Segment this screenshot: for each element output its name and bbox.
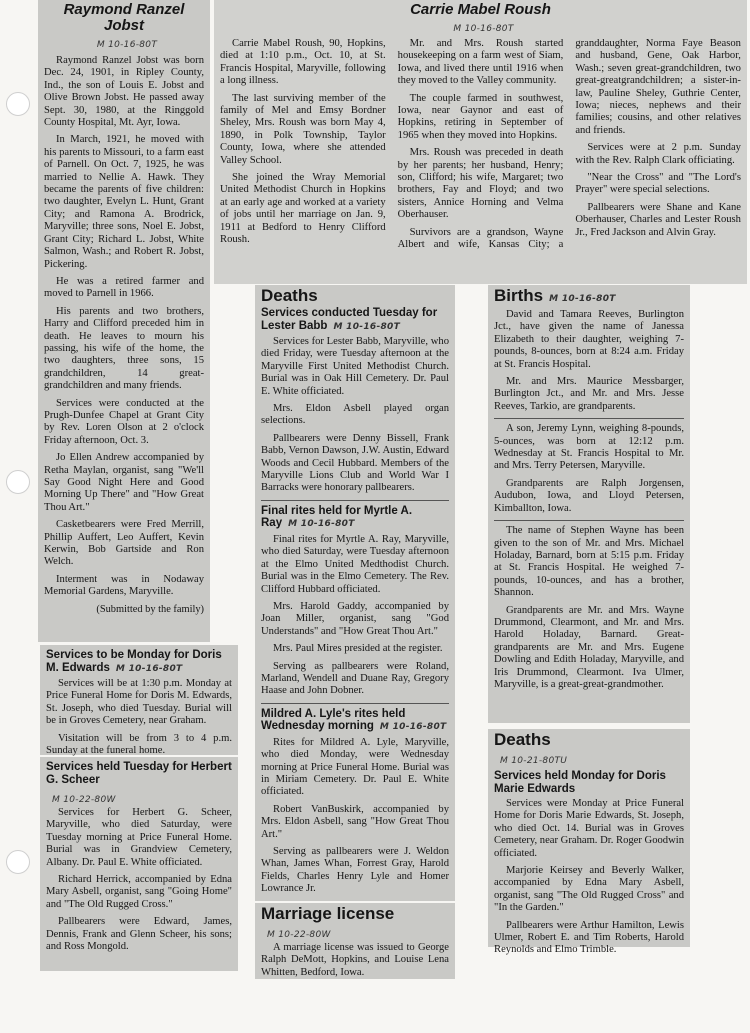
births-paragraph: The name of Stephen Wayne has been given to the son of Mr. and Mrs. Michael Holaday, Barnard, born at 5:15 p.m. Friday at St. Francis Hospital. He weighed 7-pounds, 10-ounces, and has a brother, Shannon.: [494, 525, 684, 599]
deaths2-paragraph: Pallbearers were Arthur Hamilton, Lewis Ulmer, Robert E. and Tim Roberts, Harold Reynolds and Elmo Trimble.: [494, 919, 684, 956]
roush-paragraph: Mr. and Mrs. Roush started housekeeping on a farm west of Siam, Iowa, and lived there until 1916 when they moved to the Valley community.: [397, 38, 564, 87]
jobst-paragraph: Interment was in Nodaway Memorial Gardens, Maryville.: [44, 573, 204, 598]
binder-hole: [6, 470, 30, 494]
jobst-paragraph: His parents and two brothers, Harry and Clifford preceded him in death. He leaves to mourn his passing, his wife of the home, the two daughters, three sons, 15 grandchildren, 14 great-grandchildren and many friends.: [44, 305, 204, 392]
jobst-paragraph: Services were conducted at the Prugh-Dunfee Chapel at Grant City by Rev. Loren Olson at 2 o'clock Friday afternoon, Oct. 3.: [44, 397, 204, 446]
edwards-monday-paragraph: Services will be at 1:30 p.m. Monday at Price Funeral Home for Doris M. Edwards, St. Joseph, who died Tuesday. Burial will be in Groves Cemetery, near Graham.: [46, 678, 232, 727]
babb-date-note: M 10-16-80T: [333, 321, 401, 332]
divider: [261, 703, 449, 704]
lyle-paragraph: Serving as pallbearers were J. Weldon Whan, James Whan, Forrest Gray, Harold Fields, Charles Henry Lyle and Homer Lowrance Jr.: [261, 846, 449, 895]
binder-hole: [6, 92, 30, 116]
babb-paragraph: Services for Lester Babb, Maryville, who died Friday, were Tuesday afternoon at the Maryville First United Methodist Church. Burial was in Oak Hill Cemetery. Dr. Paul E. White officiated.: [261, 336, 449, 397]
marriage-paragraph: A marriage license was issued to George Ralph DeMott, Hopkins, and Louise Lena Whitten, Bedford, Iowa.: [261, 942, 449, 978]
jobst-date-note: M 10-16-80T: [96, 40, 158, 50]
roush-paragraph: Survivors are a grandson, Wayne Albert and wife, Kansas City; a granddaughter, Norma Faye Beason and husband, Gene, Oak Harbor, Wash.; seven great-grandchildren, two great-greatgrandchildren; a sister-in-law, Pauline Sheley, Guthrie Center, Iowa; nieces, nephews and their families; cousins, and other relatives and friends.: [397, 38, 741, 251]
roush-date-note: M 10-16-80T: [453, 24, 514, 34]
roush-paragraph: "Near the Cross" and "The Lord's Prayer" were special selections.: [575, 172, 741, 196]
divider: [261, 500, 449, 501]
births-paragraph: David and Tamara Reeves, Burlington Jct., have given the name of Janessa Elizabeth to their daughter, weighing 7-pounds, 8-ounces, born at 8:24 a.m. Friday at St. Francis Hospital.: [494, 309, 684, 370]
deaths-column: [255, 285, 455, 901]
jobst-obituary: [38, 0, 210, 642]
births-date-note: M 10-16-80T: [549, 294, 616, 304]
babb-paragraph: Mrs. Eldon Asbell played organ selections.: [261, 403, 449, 427]
jobst-paragraph: Casketbearers were Fred Merrill, Phillip Auffert, Leo Auffert, Kevin Kerwin, Bob Gartside and Ron Welch.: [44, 519, 204, 568]
births-paragraph: Grandparents are Mr. and Mrs. Wayne Drummond, Clearmont, and Mr. and Mrs. Harold Holaday, Barnard. Great-grandparents are Mr. and Mrs. Eugene Dowling and Edith Holaday, Maryville, and Iris Drummond, Clearmont. Iva Ulmer, Maryville, is a great-great-grandmother.: [494, 604, 684, 690]
lyle-paragraph: Rites for Mildred A. Lyle, Maryville, who died Monday, were Wednesday morning at Price Funeral Home. Burial was in Miriam Cemetery. Dr. Paul E. White officiated.: [261, 736, 449, 798]
ray-paragraph: Serving as pallbearers were Roland, Marland, Wendell and Duane Ray, Gregory Haase and John Dobner.: [261, 660, 449, 697]
roush-title: Carrie Mabel Roush: [410, 1, 551, 18]
roush-paragraph: The last surviving member of the family of Mel and Emsy Bordner Sheley, Mrs. Roush was born May 4, 1890, in Polk Township, Taylor County, Iowa, where she attended Valley School.: [220, 92, 386, 166]
roush-paragraph: Mrs. Roush was preceded in death by her parents; her husband, Henry; son, Clifford; his wife, Margaret; two brothers, Fay and Floyd; and two sisters, Annice Horning and Velma Oberhauser.: [397, 147, 564, 221]
lyle-paragraph: Robert VanBuskirk, accompanied by Mrs. Eldon Asbell, sang "How Great Thou Art.": [261, 803, 449, 840]
scheer-paragraph: Richard Herrick, accompanied by Edna Mary Asbell, organist, sang "Going Home" and "The Old Rugged Cross.": [46, 874, 232, 910]
lyle-headline: Mildred A. Lyle's rites held Wednesday morning M 10-16-80T: [261, 707, 447, 733]
roush-columns: [220, 38, 741, 282]
deaths2-headline: Services held Monday for Doris Marie Edwards: [494, 770, 666, 795]
jobst-paragraph: He was a retired farmer and moved to Parnell in 1966.: [44, 275, 204, 300]
deaths-edwards-column: [488, 729, 690, 956]
scheer-paragraph: Pallbearers were Edward, James, Dennis, Frank and Glenn Scheer, his sons; and Ross Mongold.: [46, 916, 232, 953]
births-header: Births M 10-16-80T: [494, 286, 616, 305]
ray-date-note: M 10-16-80T: [288, 519, 355, 530]
births-column: [488, 285, 690, 723]
jobst-paragraph: Raymond Ranzel Jobst was born Dec. 24, 1901, in Ripley County, Ind., the son of Louis E. Jobst and Olive Brown Jobst. He passed away Sept. 30, 1980, at the Ringgold County Hospital, Mt. Ayr, Iowa.: [44, 55, 204, 129]
births-paragraph: A son, Jeremy Lynn, weighing 8-pounds, 5-ounces, was born at 12:12 p.m. Wednesday at St. Francis Hospital to Mr. and Mrs. Terry Petersen, Maryville.: [494, 423, 684, 472]
edwards-monday-headline: Services to be Monday for Doris M. Edwards M 10-16-80T: [46, 649, 222, 674]
roush-paragraph: The couple farmed in southwest, Iowa, near Gaynor and east of Hopkins, retiring in September of 1965 when they moved into Hopkins.: [397, 92, 564, 141]
babb-paragraph: Pallbearers were Denny Bissell, Frank Babb, Vernon Dawson, J.W. Austin, Edward Woods and Cecil Hubbard. Members of the Maryville Lions Club and World War I Barracks were honorary pallbearers.: [261, 432, 449, 494]
jobst-paragraph: In March, 1921, he moved with his parents to Missouri, to a farm east of Parnell. On Oct. 7, 1925, he was married to Nellie A. Hawk. They became the parents of five children: two daughter, Evelyn L. Hunt, Grant City; and Ramona A. Brodrick, Maryville; three sons, Noel E. Jobst, Grant City; Richard L. Jobst, White Salmon, Wash.; and Robert R. Jobst, Pickering.: [44, 134, 204, 270]
jobst-paragraph: Jo Ellen Andrew accompanied by Retha Maylan, organist, sang "We'll Say Good Night Here and Good Morning Up There" and "How Great Thou Art.": [44, 452, 204, 513]
roush-paragraph: She joined the Wray Memorial United Methodist Church in Hopkins at an early age and worked at a variety of jobs until her marriage on Jan. 9, 1911 at Bedford to Henry Clifford Roush.: [220, 172, 386, 246]
ray-paragraph: Mrs. Paul Mires presided at the register.: [273, 643, 443, 655]
deaths2-date-note: M 10-21-80TU: [500, 756, 568, 766]
scheer-headline: Services held Tuesday for Herbert G. Scheer: [46, 761, 232, 786]
babb-headline: Services conducted Tuesday for Lester Babb M 10-16-80T: [261, 307, 438, 332]
deaths2-paragraph: Marjorie Keirsey and Beverly Walker, accompanied by Edna Mary Asbell, organist, sang "The Old Rugged Cross" and "In the Garden.": [494, 865, 684, 914]
scheer-paragraph: Services for Herbert G. Scheer, Maryville, who died Saturday, were Tuesday morning at Price Funeral Home. Burial was in Grandview Cemetery, Albany. Dr. Paul E. White officiated.: [46, 807, 232, 868]
roush-paragraph: Services were at 2 p.m. Sunday with the Rev. Ralph Clark officiating.: [575, 142, 741, 166]
births-paragraph: Mr. and Mrs. Maurice Messbarger, Burlington Jct., and Mr. and Mrs. Jesse Reeves, Tarkio, are grandparents.: [494, 376, 684, 412]
scheer-notice: [40, 757, 238, 971]
deaths-header: Deaths: [261, 286, 318, 305]
lyle-date-note: M 10-16-80T: [379, 722, 447, 733]
binder-hole: [6, 850, 30, 874]
roush-paragraph: Carrie Mabel Roush, 90, Hopkins, died at 1:10 p.m., Oct. 10, at St. Francis Hospital, Maryville, following a long illness.: [220, 38, 386, 87]
deaths2-paragraph: Services were Monday at Price Funeral Home for Doris Marie Edwards, St. Joseph, who died Oct. 14. Burial was in Groves Cemetery, near Graham. Dr. Roger Goodwin officiated.: [494, 798, 684, 859]
deaths2-header: Deaths: [494, 730, 551, 749]
jobst-signature: (Submitted by the family): [96, 603, 204, 615]
ray-headline: Final rites held for Myrtle A. Ray M 10-16-80T: [261, 504, 413, 530]
divider: [494, 520, 684, 521]
roush-paragraph: Pallbearers were Shane and Kane Oberhauser, Charles and Lester Roush Jr., Fred Jackson and Alvin Gray.: [575, 201, 741, 238]
jobst-title: Raymond Ranzel Jobst: [63, 1, 185, 34]
edwards-monday-date-note: M 10-16-80T: [115, 663, 183, 674]
marriage-date-note: M 10-22-80W: [267, 930, 331, 940]
ray-paragraph: Mrs. Harold Gaddy, accompanied by Joan Miller, organist, sang "God Understands" and "How Great Thou Art.": [261, 600, 449, 637]
marriage-header: Marriage license: [261, 904, 395, 923]
edwards-monday-notice: [40, 645, 238, 755]
scheer-date-note: M 10-22-80W: [52, 795, 116, 805]
births-paragraph: Grandparents are Ralph Jorgensen, Audubon, Iowa, and Lloyd Petersen, Kimballton, Iowa.: [494, 477, 684, 514]
divider: [494, 418, 684, 419]
roush-obituary: [214, 0, 747, 284]
ray-paragraph: Final rites for Myrtle A. Ray, Maryville, who died Saturday, were Tuesday afternoon at the Elmo United Medthodist Church. Burial was in the Elmo Cemetery. The Rev. Clifford Hubbard officiated.: [261, 533, 449, 595]
edwards-monday-paragraph: Visitation will be from 3 to 4 p.m. Sunday at the funeral home.: [46, 732, 232, 757]
marriage-license-notice: [255, 903, 455, 979]
